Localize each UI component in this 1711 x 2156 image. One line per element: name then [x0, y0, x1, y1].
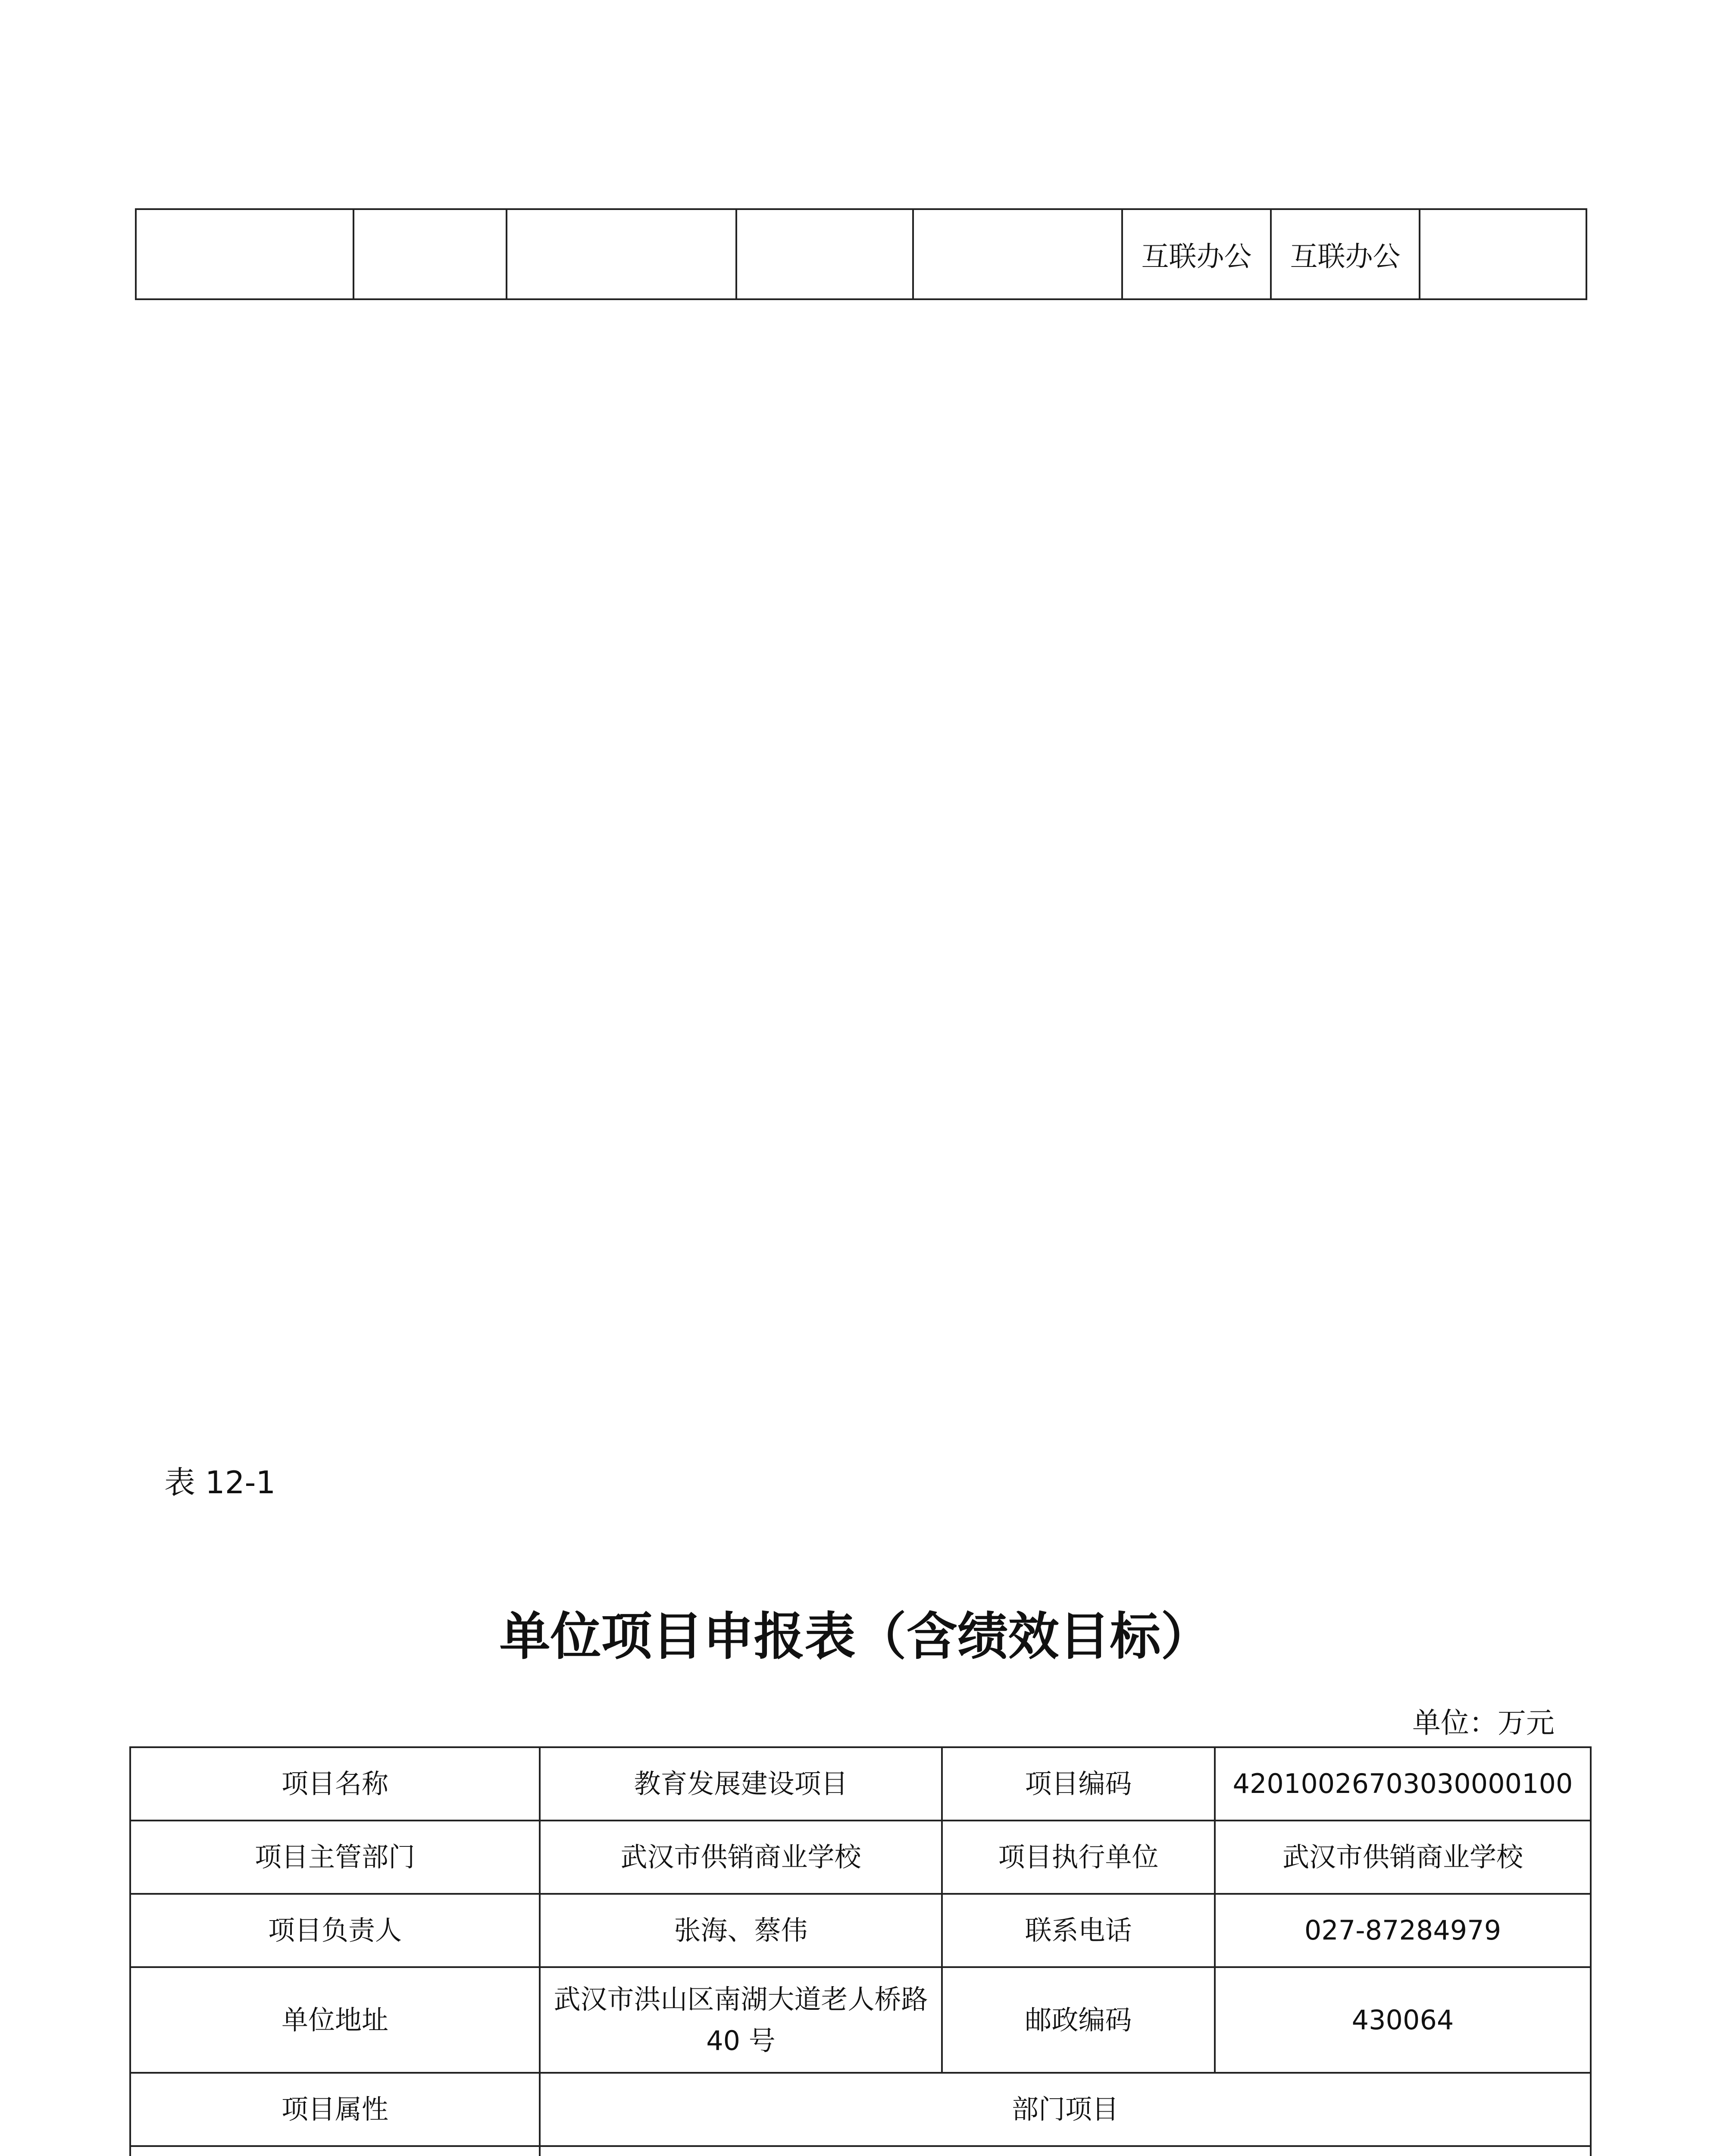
table-row	[130, 2146, 1591, 2156]
continued-table	[135, 208, 1587, 300]
category-label	[130, 2146, 540, 2156]
project-application-table	[129, 1746, 1592, 2156]
table-row	[130, 1967, 1591, 2073]
department-value: 武汉市供销商业学校	[540, 1821, 942, 1894]
project-code-value: 42010026703030000100	[1215, 1747, 1591, 1821]
table-cell	[507, 209, 736, 299]
table-number-label: 表 12-1	[164, 1464, 276, 1501]
executor-value: 武汉市供销商业学校	[1215, 1821, 1591, 1894]
department-label: 项目主管部门	[130, 1821, 540, 1894]
table-cell	[913, 209, 1122, 299]
table-cell	[736, 209, 913, 299]
table-row	[130, 1747, 1591, 1821]
project-code-label: 项目编码	[942, 1747, 1215, 1821]
category-value	[540, 2146, 1591, 2156]
leader-label: 项目负责人	[130, 1894, 540, 1967]
table-row	[130, 1821, 1591, 1894]
attribute-label: 项目属性	[130, 2073, 540, 2146]
phone-value: 027-87284979	[1215, 1894, 1591, 1967]
project-name-value: 教育发展建设项目	[540, 1747, 942, 1821]
address-label: 单位地址	[130, 1967, 540, 2073]
leader-value: 张海、蔡伟	[540, 1894, 942, 1967]
executor-label: 项目执行单位	[942, 1821, 1215, 1894]
table-cell: 互联办公	[1122, 209, 1271, 299]
table-row	[136, 209, 1586, 299]
page-title: 单位项目申报表（含绩效目标）	[499, 1607, 1212, 1666]
table-cell	[136, 209, 353, 299]
postcode-label: 邮政编码	[942, 1967, 1215, 2073]
unit-label: 单位：万元	[1412, 1706, 1555, 1739]
attribute-value: 部门项目	[540, 2073, 1591, 2146]
table-cell	[353, 209, 507, 299]
table-cell: 互联办公	[1271, 209, 1420, 299]
postcode-value: 430064	[1215, 1967, 1591, 2073]
project-name-label: 项目名称	[130, 1747, 540, 1821]
table-cell	[1420, 209, 1586, 299]
table-row	[130, 2073, 1591, 2146]
phone-label: 联系电话	[942, 1894, 1215, 1967]
table-row	[130, 1894, 1591, 1967]
address-value: 武汉市洪山区南湖大道老人桥路 40 号	[540, 1967, 942, 2073]
